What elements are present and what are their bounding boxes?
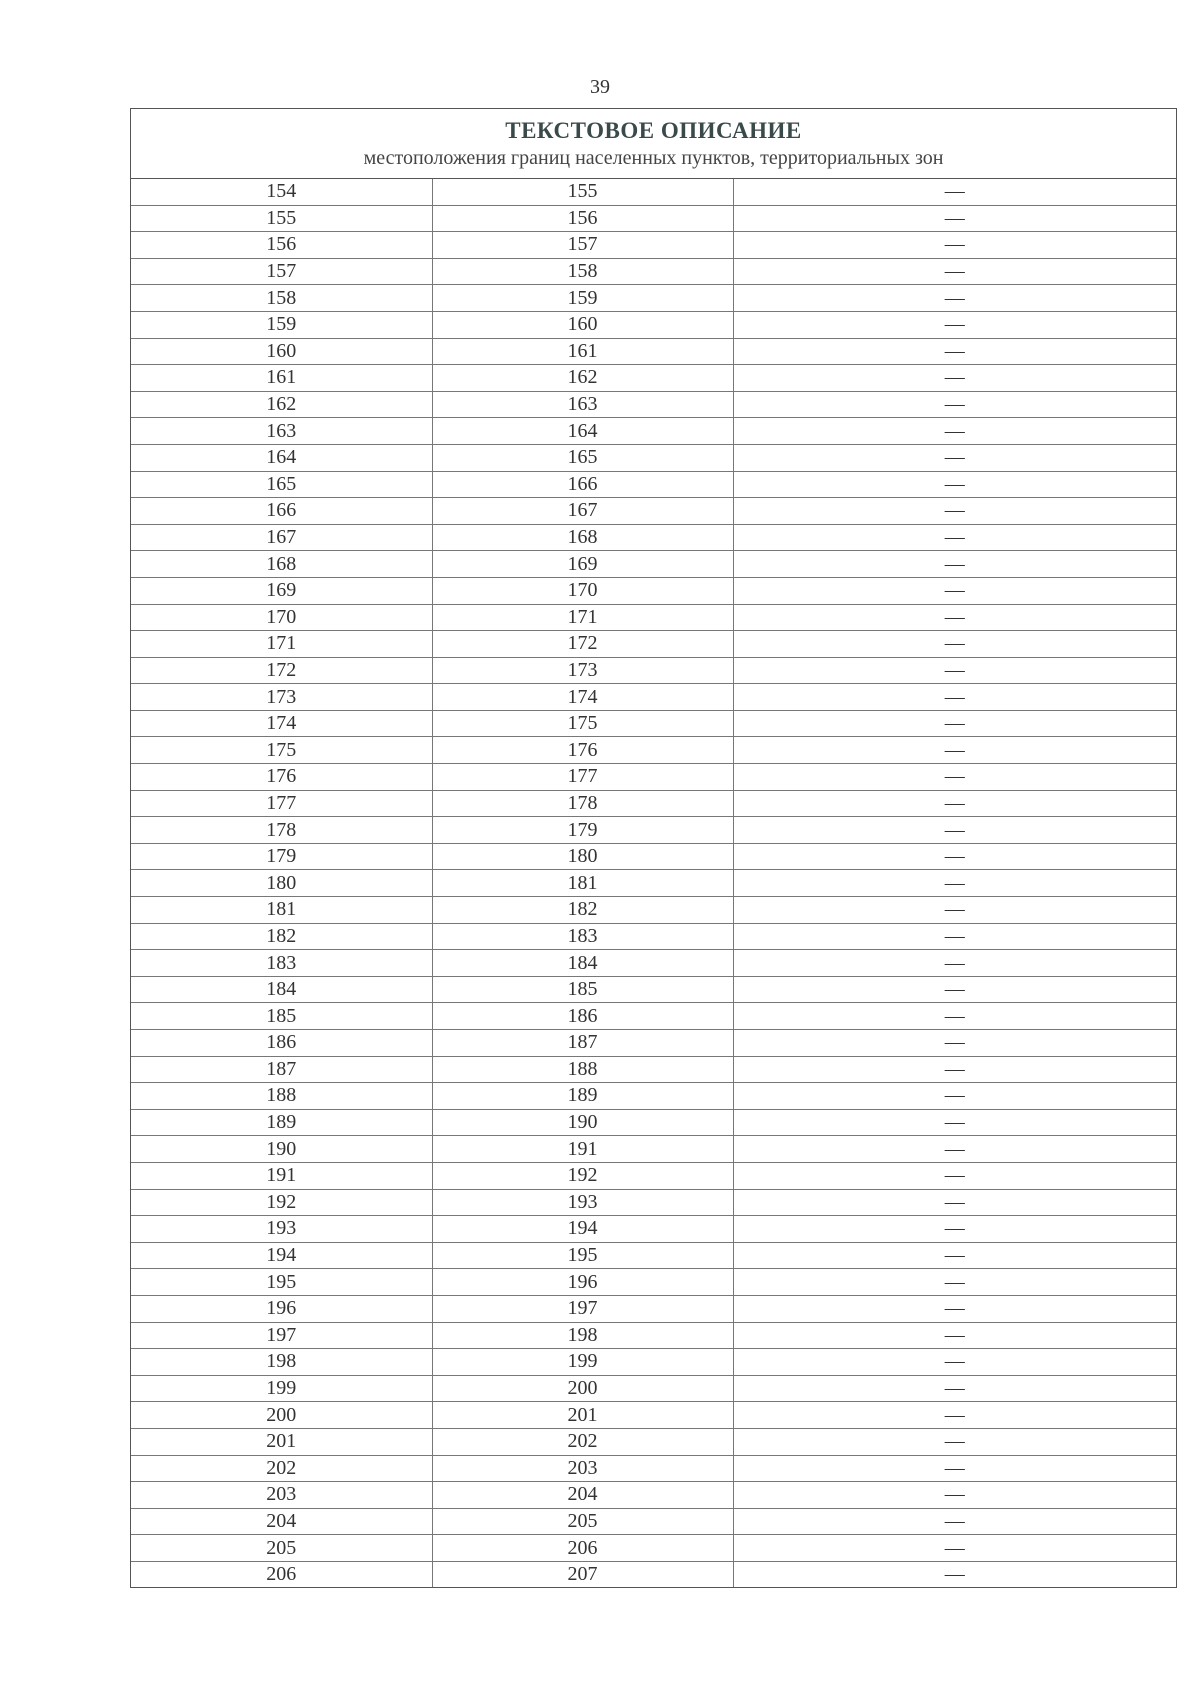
to-point-cell: 168: [432, 524, 733, 551]
from-point-cell: 204: [131, 1508, 432, 1535]
from-point-cell: 160: [131, 338, 432, 365]
to-point-cell: 158: [432, 258, 733, 285]
to-point-cell: 176: [432, 737, 733, 764]
table-row: [131, 1136, 1176, 1163]
from-point-cell: 166: [131, 498, 432, 525]
from-point-cell: 161: [131, 365, 432, 392]
from-point-cell: 189: [131, 1109, 432, 1136]
to-point-cell: 194: [432, 1216, 733, 1243]
to-point-cell: 193: [432, 1189, 733, 1216]
to-point-cell: 186: [432, 1003, 733, 1030]
table-row: [131, 684, 1176, 711]
to-point-cell: 189: [432, 1083, 733, 1110]
from-point-cell: 156: [131, 232, 432, 259]
to-point-cell: 165: [432, 444, 733, 471]
from-point-cell: 163: [131, 418, 432, 445]
from-point-cell: 162: [131, 391, 432, 418]
from-point-cell: 196: [131, 1295, 432, 1322]
table-row: [131, 923, 1176, 950]
table-row: [131, 1056, 1176, 1083]
description-cell: —: [733, 391, 1176, 418]
table-row: [131, 1109, 1176, 1136]
from-point-cell: 185: [131, 1003, 432, 1030]
from-point-cell: 155: [131, 205, 432, 232]
table-row: [131, 338, 1176, 365]
to-point-cell: 188: [432, 1056, 733, 1083]
description-cell: —: [733, 923, 1176, 950]
from-point-cell: 199: [131, 1375, 432, 1402]
to-point-cell: 196: [432, 1269, 733, 1296]
to-point-cell: 161: [432, 338, 733, 365]
table-row: [131, 976, 1176, 1003]
table-row: [131, 897, 1176, 924]
description-cell: —: [733, 1136, 1176, 1163]
to-point-cell: 160: [432, 311, 733, 338]
from-point-cell: 174: [131, 710, 432, 737]
description-cell: —: [733, 1428, 1176, 1455]
from-point-cell: 165: [131, 471, 432, 498]
from-point-cell: 154: [131, 179, 432, 205]
from-point-cell: 176: [131, 764, 432, 791]
table-row: [131, 1375, 1176, 1402]
from-point-cell: 184: [131, 976, 432, 1003]
description-cell: —: [733, 1003, 1176, 1030]
from-point-cell: 194: [131, 1242, 432, 1269]
description-cell: —: [733, 1375, 1176, 1402]
from-point-cell: 172: [131, 657, 432, 684]
to-point-cell: 183: [432, 923, 733, 950]
to-point-cell: 179: [432, 817, 733, 844]
to-point-cell: 174: [432, 684, 733, 711]
document-title: ТЕКСТОВОЕ ОПИСАНИЕ: [505, 118, 802, 143]
to-point-cell: 198: [432, 1322, 733, 1349]
description-cell: —: [733, 817, 1176, 844]
table-row: [131, 1428, 1176, 1455]
table-row: [131, 1003, 1176, 1030]
description-cell: —: [733, 1269, 1176, 1296]
to-point-cell: 197: [432, 1295, 733, 1322]
table-row: [131, 471, 1176, 498]
to-point-cell: 201: [432, 1402, 733, 1429]
description-cell: —: [733, 657, 1176, 684]
table-row: [131, 1561, 1176, 1587]
table-row: [131, 391, 1176, 418]
table-row: [131, 311, 1176, 338]
table-row: [131, 604, 1176, 631]
to-point-cell: 184: [432, 950, 733, 977]
description-cell: —: [733, 471, 1176, 498]
description-cell: —: [733, 1482, 1176, 1509]
from-point-cell: 183: [131, 950, 432, 977]
table-row: [131, 205, 1176, 232]
table-row: [131, 1322, 1176, 1349]
to-point-cell: 180: [432, 843, 733, 870]
from-point-cell: 167: [131, 524, 432, 551]
boundary-points-table: [131, 179, 1176, 1587]
to-point-cell: 172: [432, 631, 733, 658]
table-row: [131, 817, 1176, 844]
to-point-cell: 170: [432, 577, 733, 604]
table-body: [131, 179, 1176, 1587]
description-cell: —: [733, 365, 1176, 392]
description-cell: —: [733, 897, 1176, 924]
to-point-cell: 164: [432, 418, 733, 445]
description-cell: —: [733, 444, 1176, 471]
from-point-cell: 164: [131, 444, 432, 471]
description-cell: —: [733, 311, 1176, 338]
description-cell: —: [733, 1508, 1176, 1535]
table-row: [131, 179, 1176, 205]
description-cell: —: [733, 179, 1176, 205]
from-point-cell: 168: [131, 551, 432, 578]
from-point-cell: 159: [131, 311, 432, 338]
description-cell: —: [733, 577, 1176, 604]
from-point-cell: 195: [131, 1269, 432, 1296]
description-cell: —: [733, 1455, 1176, 1482]
from-point-cell: 173: [131, 684, 432, 711]
description-cell: —: [733, 604, 1176, 631]
description-cell: —: [733, 764, 1176, 791]
description-cell: —: [733, 418, 1176, 445]
from-point-cell: 203: [131, 1482, 432, 1509]
description-cell: —: [733, 551, 1176, 578]
to-point-cell: 178: [432, 790, 733, 817]
from-point-cell: 170: [131, 604, 432, 631]
from-point-cell: 179: [131, 843, 432, 870]
table-row: [131, 710, 1176, 737]
table-row: [131, 524, 1176, 551]
to-point-cell: 195: [432, 1242, 733, 1269]
table-row: [131, 950, 1176, 977]
table-header: [131, 109, 1176, 179]
table-row: [131, 232, 1176, 259]
table-row: [131, 1083, 1176, 1110]
to-point-cell: 205: [432, 1508, 733, 1535]
from-point-cell: 205: [131, 1535, 432, 1562]
to-point-cell: 207: [432, 1561, 733, 1587]
from-point-cell: 188: [131, 1083, 432, 1110]
description-cell: —: [733, 205, 1176, 232]
boundary-description-sheet: [130, 108, 1177, 1588]
table-row: [131, 551, 1176, 578]
description-cell: —: [733, 870, 1176, 897]
description-cell: —: [733, 1295, 1176, 1322]
table-row: [131, 1402, 1176, 1429]
table-row: [131, 764, 1176, 791]
to-point-cell: 185: [432, 976, 733, 1003]
from-point-cell: 177: [131, 790, 432, 817]
from-point-cell: 201: [131, 1428, 432, 1455]
table-row: [131, 1535, 1176, 1562]
description-cell: —: [733, 524, 1176, 551]
to-point-cell: 190: [432, 1109, 733, 1136]
description-cell: —: [733, 1030, 1176, 1057]
to-point-cell: 200: [432, 1375, 733, 1402]
description-cell: —: [733, 631, 1176, 658]
description-cell: —: [733, 1189, 1176, 1216]
from-point-cell: 198: [131, 1349, 432, 1376]
from-point-cell: 171: [131, 631, 432, 658]
table-row: [131, 631, 1176, 658]
from-point-cell: 187: [131, 1056, 432, 1083]
to-point-cell: 169: [432, 551, 733, 578]
table-row: [131, 1508, 1176, 1535]
to-point-cell: 177: [432, 764, 733, 791]
to-point-cell: 199: [432, 1349, 733, 1376]
to-point-cell: 157: [432, 232, 733, 259]
description-cell: —: [733, 710, 1176, 737]
table-row: [131, 1482, 1176, 1509]
table-row: [131, 444, 1176, 471]
to-point-cell: 181: [432, 870, 733, 897]
to-point-cell: 192: [432, 1162, 733, 1189]
to-point-cell: 159: [432, 285, 733, 312]
description-cell: —: [733, 1535, 1176, 1562]
from-point-cell: 197: [131, 1322, 432, 1349]
description-cell: —: [733, 498, 1176, 525]
table-row: [131, 1269, 1176, 1296]
table-row: [131, 657, 1176, 684]
description-cell: —: [733, 1322, 1176, 1349]
document-subtitle: местоположения границ населенных пунктов, территориальных зон: [363, 147, 944, 169]
description-cell: —: [733, 684, 1176, 711]
from-point-cell: 157: [131, 258, 432, 285]
to-point-cell: 173: [432, 657, 733, 684]
description-cell: —: [733, 1242, 1176, 1269]
table-row: [131, 418, 1176, 445]
description-cell: —: [733, 976, 1176, 1003]
from-point-cell: 192: [131, 1189, 432, 1216]
table-row: [131, 870, 1176, 897]
description-cell: —: [733, 258, 1176, 285]
to-point-cell: 163: [432, 391, 733, 418]
description-cell: —: [733, 737, 1176, 764]
to-point-cell: 156: [432, 205, 733, 232]
to-point-cell: 171: [432, 604, 733, 631]
description-cell: —: [733, 843, 1176, 870]
from-point-cell: 191: [131, 1162, 432, 1189]
description-cell: —: [733, 950, 1176, 977]
from-point-cell: 180: [131, 870, 432, 897]
from-point-cell: 202: [131, 1455, 432, 1482]
to-point-cell: 155: [432, 179, 733, 205]
description-cell: —: [733, 790, 1176, 817]
page-number: 39: [590, 76, 610, 98]
description-cell: —: [733, 1083, 1176, 1110]
to-point-cell: 182: [432, 897, 733, 924]
table-row: [131, 1030, 1176, 1057]
to-point-cell: 187: [432, 1030, 733, 1057]
table-row: [131, 1216, 1176, 1243]
to-point-cell: 167: [432, 498, 733, 525]
table-row: [131, 1349, 1176, 1376]
description-cell: —: [733, 285, 1176, 312]
table-row: [131, 258, 1176, 285]
table-row: [131, 365, 1176, 392]
to-point-cell: 175: [432, 710, 733, 737]
from-point-cell: 178: [131, 817, 432, 844]
description-cell: —: [733, 1216, 1176, 1243]
from-point-cell: 186: [131, 1030, 432, 1057]
from-point-cell: 175: [131, 737, 432, 764]
to-point-cell: 166: [432, 471, 733, 498]
table-row: [131, 285, 1176, 312]
from-point-cell: 200: [131, 1402, 432, 1429]
description-cell: —: [733, 338, 1176, 365]
table-row: [131, 1189, 1176, 1216]
table-row: [131, 1162, 1176, 1189]
to-point-cell: 206: [432, 1535, 733, 1562]
description-cell: —: [733, 1162, 1176, 1189]
description-cell: —: [733, 1349, 1176, 1376]
description-cell: —: [733, 1109, 1176, 1136]
table-row: [131, 843, 1176, 870]
from-point-cell: 193: [131, 1216, 432, 1243]
table-row: [131, 737, 1176, 764]
description-cell: —: [733, 232, 1176, 259]
to-point-cell: 203: [432, 1455, 733, 1482]
from-point-cell: 169: [131, 577, 432, 604]
from-point-cell: 190: [131, 1136, 432, 1163]
table-row: [131, 1295, 1176, 1322]
to-point-cell: 202: [432, 1428, 733, 1455]
table-row: [131, 790, 1176, 817]
to-point-cell: 191: [432, 1136, 733, 1163]
from-point-cell: 158: [131, 285, 432, 312]
table-row: [131, 1455, 1176, 1482]
from-point-cell: 181: [131, 897, 432, 924]
table-row: [131, 498, 1176, 525]
description-cell: —: [733, 1056, 1176, 1083]
from-point-cell: 206: [131, 1561, 432, 1587]
from-point-cell: 182: [131, 923, 432, 950]
to-point-cell: 204: [432, 1482, 733, 1509]
table-row: [131, 577, 1176, 604]
description-cell: —: [944, 1563, 965, 1586]
to-point-cell: 162: [432, 365, 733, 392]
table-row: [131, 1242, 1176, 1269]
description-cell: —: [733, 1402, 1176, 1429]
